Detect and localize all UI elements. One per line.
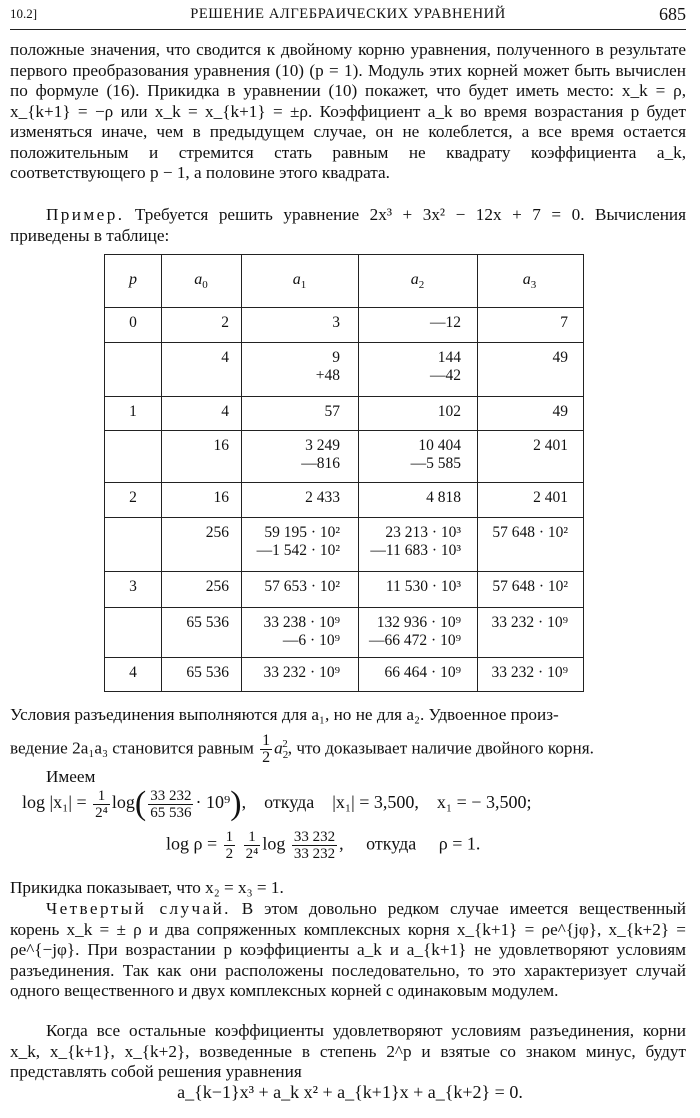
have-label: Имеем <box>46 767 96 786</box>
cell-a2: 23 213 · 10³ <box>385 524 461 541</box>
separation-text-2: что доказывает наличие двойного корня. <box>296 738 594 758</box>
half-fraction: $\frac{1}{2}$ <box>262 732 271 766</box>
row-divider <box>105 571 583 572</box>
formula1-lhs: log |x₁| = <box>22 792 87 813</box>
row-divider <box>105 342 583 343</box>
formula2-log: log <box>262 833 286 854</box>
cell-a2: —5 585 <box>410 455 461 472</box>
case4-text: В этом довольно редком случае имеется вещественный корень x_k = ± ρ и два сопряженных комплексных корня x_{k+1} = ρe^{jφ}, x_{k+2} = ρe^{−jφ}. При возрастании p коэффициенты a_k и a_{k+1} не удовлетворяют условиям разъединения. Так как они расположены последовательно, то это характеризует случай одного вещественного и двух комплексных корней с одинаковым модулем. <box>10 899 687 1000</box>
cell-a2: 132 936 · 10⁹ <box>376 614 461 631</box>
cell-p: 1 <box>129 403 137 420</box>
formula1-log: log <box>111 792 135 813</box>
cell-p: 3 <box>129 578 137 595</box>
cell-a3: 57 648 · 10² <box>492 578 568 595</box>
cell-a2: 144 <box>437 349 461 366</box>
paragraph-separation-b: ведение 2a₁a₃ становится равным $\frac{1}{2}$ $a_2^2$, что доказывает наличие двойного корня. <box>10 732 594 766</box>
estimate-line: Прикидка показывает, что x₂ = x₃ = 1. <box>10 878 284 897</box>
cell-a0: 16 <box>213 489 229 506</box>
header-a2: $a_2$ <box>410 271 425 292</box>
row-divider <box>105 396 583 397</box>
running-title: РЕШЕНИЕ АЛГЕБРАИЧЕСКИХ УРАВНЕНИЙ <box>190 6 506 22</box>
formula2-f1: $\frac{1}{2}$ <box>225 829 234 862</box>
cell-a2: 102 <box>437 403 461 420</box>
cell-a3: 33 232 · 10⁹ <box>491 614 568 631</box>
cell-a3: 33 232 · 10⁹ <box>491 664 568 681</box>
cell-a3: 2 401 <box>533 437 568 454</box>
paragraph-case4 <box>10 899 686 1002</box>
formula2-lhs: log ρ = <box>166 833 218 854</box>
cell-a3: 57 648 · 10² <box>492 524 568 541</box>
paragraph-last: Когда все остальные коэффициенты удовлетворяют условиям разъединения, корни x_k, x_{k+1}, x_{k+2}, возведенные в степень 2^p и взятые со знаком минус, будут представлять собой решения уравнения <box>10 1021 686 1081</box>
example-text: Требуется решить уравнение 2x³ + 3x² − 12x + 7 = 0. Вычисления приведены в таблице: <box>10 205 686 245</box>
row-divider <box>105 482 583 483</box>
graeffe-table <box>104 254 584 692</box>
cell-a3: 7 <box>560 314 568 331</box>
cell-p: 0 <box>129 314 137 331</box>
paragraph-separation-a: Условия разъединения выполняются для a₁, но не для a₂. Удвоенное произ- <box>10 705 559 724</box>
cell-a2: 10 404 <box>418 437 461 454</box>
formula1-whence: откуда <box>264 792 315 813</box>
separation-text-1: ведение 2a₁a₃ становится равным <box>10 738 254 758</box>
cell-a1: 33 232 · 10⁹ <box>263 664 340 681</box>
formula1-res2: x₁ = − 3,500; <box>436 792 532 813</box>
formula2-ratio: $\frac{33 232}{33 232}$ <box>293 829 336 862</box>
formula2-f2: $\frac{1}{\text{2⁴}}$ <box>245 829 259 862</box>
cell-a2: —66 472 · 10⁹ <box>369 632 461 649</box>
cell-a3: 49 <box>552 403 568 420</box>
cell-a2: 4 818 <box>426 489 461 506</box>
cell-a1: —816 <box>301 455 340 472</box>
cell-a1: 3 249 <box>305 437 340 454</box>
cell-a1: 9 <box>332 349 340 366</box>
formula-log-x1: log |x₁| = $\frac{1}{\text{2⁴}}$ log( $\frac{33 232}{65 536}$ · 10⁹), откуда |x₁| = 3,500, x₁ = − 3,500; <box>22 785 532 822</box>
example-label: Пример. <box>46 205 125 224</box>
cell-a1: 59 195 · 10² <box>264 524 340 541</box>
cell-a2: —42 <box>430 367 461 384</box>
page-header <box>10 4 686 26</box>
formula-log-rho: log ρ = $\frac{1}{2}$ $\frac{1}{\text{2⁴}}$ log $\frac{33 232}{33 232}$ , откуда ρ = 1. <box>166 829 481 862</box>
formula1-mult: · 10⁹ <box>195 792 231 813</box>
cell-a3: 49 <box>552 349 568 366</box>
header-a0: $a_0$ <box>194 271 208 292</box>
cell-a0: 4 <box>221 403 229 420</box>
formula2-whence: откуда <box>366 833 417 854</box>
cell-a2: —11 683 · 10³ <box>370 542 461 559</box>
cell-a1: 2 433 <box>305 489 340 506</box>
cell-a0: 4 <box>221 349 229 366</box>
cell-a1: 57 <box>324 403 340 420</box>
row-divider <box>105 430 583 431</box>
paragraph-example <box>10 205 686 246</box>
cell-a1: —6 · 10⁹ <box>282 632 340 649</box>
cell-a0: 256 <box>205 524 229 541</box>
header-rule <box>10 29 686 30</box>
row-divider <box>105 307 583 308</box>
cell-a2: 66 464 · 10⁹ <box>384 664 461 681</box>
case4-label: Четвертый случай. <box>46 899 231 918</box>
paragraph-intro: положные значения, что сводится к двойному корню уравнения, полученного в результате первого преобразования уравнения (10) (p = 1). Модуль этих корней может быть вычислен по формуле (16). Прикидка в уравнении (10) покажет, что будет иметь место: x_k = ρ, x_{k+1} = −ρ или x_k = x_{k+1} = ±ρ. Коэффициент a_k во время возрастания p будет изменяться иначе, чем в предыдущем случае, он не колеблется, а все время остается положительным и стремится стать равным не квадрату коэффициента a_k, соответствующего p − 1, а половине этого квадрата. <box>10 40 686 182</box>
formula2-res: ρ = 1. <box>438 833 481 854</box>
row-divider <box>105 607 583 608</box>
cell-p: 2 <box>129 489 137 506</box>
header-p: p <box>129 271 137 288</box>
cell-a0: 16 <box>213 437 229 454</box>
header-a1: $a_1$ <box>292 271 307 292</box>
row-divider <box>105 657 583 658</box>
formula1-ratio: $\frac{33 232}{65 536}$ <box>150 787 192 821</box>
cell-a2: 11 530 · 10³ <box>385 578 461 595</box>
cell-p: 4 <box>129 664 137 681</box>
cell-a1: 33 238 · 10⁹ <box>263 614 340 631</box>
row-divider <box>105 517 583 518</box>
cell-a2: —12 <box>430 314 461 331</box>
cell-a0: 2 <box>221 314 229 331</box>
final-equation: a_{k−1}x³ + a_k x² + a_{k+1}x + a_{k+2} = 0. <box>177 1082 523 1102</box>
cell-a0: 65 536 <box>186 614 229 631</box>
cell-a1: 3 <box>332 314 340 331</box>
cell-a0: 65 536 <box>186 664 229 681</box>
cell-a0: 256 <box>205 578 229 595</box>
cell-a1: —1 542 · 10² <box>256 542 340 559</box>
cell-a3: 2 401 <box>533 489 568 506</box>
cell-a1: +48 <box>315 367 340 384</box>
section-number: 10.2] <box>10 6 38 21</box>
cell-a1: 57 653 · 10² <box>264 578 340 595</box>
formula1-coef: $\frac{1}{\text{2⁴}}$ <box>95 787 108 821</box>
page-number: 685 <box>659 4 686 24</box>
header-a3: $a_3$ <box>522 271 537 292</box>
formula1-res1: |x₁| = 3,500, <box>332 792 419 813</box>
